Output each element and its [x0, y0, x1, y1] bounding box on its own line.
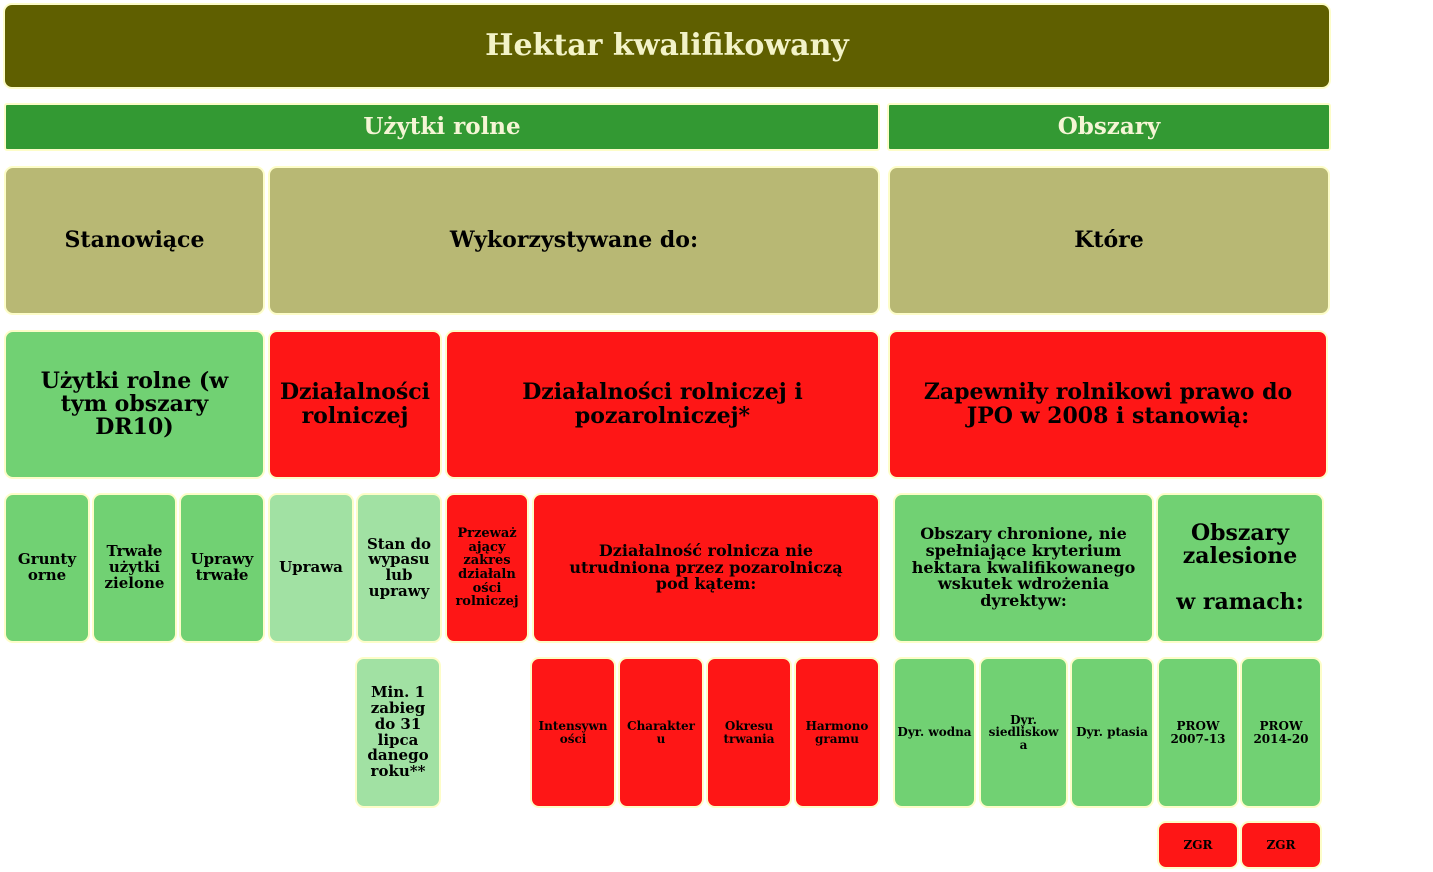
dyr-siedliskowa-box — [979, 657, 1068, 808]
uprawy-trwale-box — [179, 493, 265, 643]
prow-2007-13-label: PROW 2007-13 — [1170, 718, 1226, 746]
trwale-uzytki-zielone-box — [92, 493, 177, 643]
obszary-zalesione-label: Obszary zalesione w ramach: — [1176, 519, 1304, 616]
dyr-wodna-box — [893, 657, 976, 808]
okresu-trwania-box — [706, 657, 792, 808]
obszary-header — [887, 103, 1331, 151]
dzialalnosci-rolniczej-pozarolniczej-box — [445, 330, 880, 479]
zgr-label-1: ZGR — [1183, 837, 1213, 852]
stanowiace-box — [4, 166, 265, 315]
uzytki-rolne-header — [4, 103, 880, 151]
zgr-box-1 — [1157, 821, 1239, 869]
uprawa-box — [268, 493, 354, 643]
stanowiace-label: Stanowiące — [64, 226, 205, 253]
przewazajacy-zakres-box — [445, 493, 529, 643]
przewazajacy-zakres-label: Przeważ ający zakres działaln ości rolniczej — [455, 526, 519, 610]
charakteru-label: Charakter u — [627, 718, 695, 746]
intensywnosci-box — [530, 657, 616, 808]
uprawy-trwale-label: Uprawy trwałe — [190, 550, 254, 584]
stan-do-wypasu-box — [356, 493, 442, 643]
min-zabieg-box — [355, 657, 441, 808]
dyr-siedliskowa-label: Dyr. siedliskow a — [988, 712, 1059, 752]
prow-2014-20-box — [1240, 657, 1322, 808]
min-zabieg-label: Min. 1 zabieg do 31 lipca danego roku** — [367, 683, 429, 780]
ktore-label: Które — [1074, 226, 1144, 253]
obszary-chronione-box — [893, 493, 1154, 643]
trwale-uzytki-zielone-label: Trwałe użytki zielone — [104, 542, 165, 592]
title-text: Hektar kwalifikowany — [485, 28, 849, 64]
wykorzystywane-box — [268, 166, 880, 315]
uprawa-label: Uprawa — [279, 558, 343, 577]
uzytki-rolne-dr10-label: Użytki rolne (w tym obszary DR10) — [40, 367, 229, 441]
charakteru-box — [618, 657, 704, 808]
okresu-trwania-label: Okresu trwania — [723, 718, 775, 746]
grunty-orne-box — [4, 493, 90, 643]
intensywnosci-label: Intensywn ości — [538, 718, 608, 746]
zapewnily-jpo-box — [888, 330, 1328, 479]
harmonogramu-box — [794, 657, 880, 808]
harmonogramu-label: Harmono gramu — [805, 718, 869, 746]
dzialalnosci-rolniczej-pozarolniczej-label: Działalności rolniczej i pozarolniczej* — [522, 379, 803, 429]
ktore-box — [888, 166, 1330, 315]
grunty-orne-label: Grunty orne — [17, 550, 77, 584]
title-box — [3, 3, 1331, 89]
zgr-box-2 — [1240, 821, 1322, 869]
dzialalnosci-rolniczej-label: Działalności rolniczej — [279, 379, 431, 429]
dzialalnosc-nie-utrudniona-box — [532, 493, 880, 643]
uzytki-rolne-label: Użytki rolne — [363, 112, 521, 140]
zgr-label-2: ZGR — [1266, 837, 1296, 852]
stan-do-wypasu-label: Stan do wypasu lub uprawy — [366, 534, 432, 600]
dyr-ptasia-label: Dyr. ptasia — [1076, 725, 1148, 740]
prow-2014-20-label: PROW 2014-20 — [1253, 718, 1309, 746]
dyr-ptasia-box — [1070, 657, 1154, 808]
dzialalnosc-nie-utrudniona-label: Działalność rolnicza nie utrudniona przez pozarolniczą pod kątem: — [569, 540, 843, 594]
obszary-chronione-label: Obszary chronione, nie spełniające kryterium hektara kwalifikowanego wskutek wdrożenia dyrektyw: — [911, 524, 1136, 611]
prow-2007-13-box — [1157, 657, 1239, 808]
dzialalnosci-rolniczej-box — [268, 330, 442, 479]
wykorzystywane-label: Wykorzystywane do: — [449, 226, 699, 253]
uzytki-rolne-dr10-box — [4, 330, 265, 479]
obszary-zalesione-box — [1156, 493, 1324, 643]
obszary-label: Obszary — [1057, 112, 1161, 140]
dyr-wodna-label: Dyr. wodna — [897, 725, 972, 740]
zapewnily-jpo-label: Zapewniły rolnikowi prawo do JPO w 2008 i stanowią: — [923, 379, 1293, 429]
